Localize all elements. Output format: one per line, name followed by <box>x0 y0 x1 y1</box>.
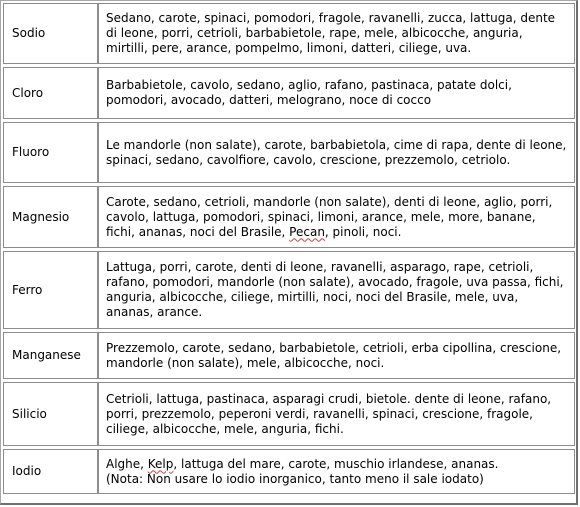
mineral-cell: Silicio <box>3 382 98 446</box>
table-row <box>3 122 575 183</box>
foods-text-end: , pinoli, noci. <box>324 224 402 239</box>
foods-text: Carote, sedano, cetrioli, mandorle (non salate), denti di leone, aglio, porri, cavolo, lattuga, pomodori, spinaci, limoni, arance, mele, more, banane, fichi, ananas, noci del Brasile, <box>106 194 553 239</box>
mineral-cell: Magnesio <box>3 186 98 248</box>
spellcheck-marked-word: Pecan <box>289 224 325 239</box>
table-row <box>3 332 575 379</box>
note-text: (Nota: Non usare lo iodio inorganico, tanto meno il sale iodato) <box>106 471 484 486</box>
spellcheck-marked-word: Kelp <box>147 456 174 471</box>
minerals-table <box>3 3 575 494</box>
mineral-cell: Sodio <box>3 3 98 64</box>
mineral-cell: Iodio <box>3 449 98 494</box>
foods-cell <box>98 449 575 494</box>
mineral-cell: Fluoro <box>3 122 98 183</box>
foods-text: Alghe, <box>106 456 148 471</box>
table-row <box>3 67 575 119</box>
table-row <box>3 251 575 329</box>
foods-cell: Sedano, carote, spinaci, pomodori, fragole, ravanelli, zucca, lattuga, dente di leone, porri, cetrioli, barbabietole, rape, mele, albicocche, anguria, mirtilli, pere, arance, pompelmo, limoni, datteri, ciliege, uva. <box>98 3 575 64</box>
mineral-cell: Ferro <box>3 251 98 329</box>
foods-cell <box>98 186 575 248</box>
foods-cell: Lattuga, porri, carote, denti di leone, ravanelli, asparago, rape, cetrioli, rafano, pomodori, mandorle (non salate), avocado, fragole, uva passa, fichi, anguria, albicocche, ciliege, mirtilli, noci, noci del Brasile, mele, uva, ananas, arance. <box>98 251 575 329</box>
mineral-cell: Cloro <box>3 67 98 119</box>
foods-cell: Prezzemolo, carote, sedano, barbabietole, cetrioli, erba cipollina, crescione, mandorle (non salate), mele, albicocche, noci. <box>98 332 575 379</box>
foods-cell: Barbabietole, cavolo, sedano, aglio, rafano, pastinaca, patate dolci, pomodori, avocado, datteri, melograno, noce di cocco <box>98 67 575 119</box>
table-row <box>3 186 575 248</box>
table-row <box>3 449 575 494</box>
mineral-cell: Manganese <box>3 332 98 379</box>
foods-text-end: , lattuga del mare, carote, muschio irlandese, ananas. <box>173 456 499 471</box>
foods-cell: Le mandorle (non salate), carote, barbabietola, cime di rapa, dente di leone, spinaci, sedano, cavolfiore, cavolo, crescione, prezzemolo, cetriolo. <box>98 122 575 183</box>
table-row <box>3 3 575 64</box>
foods-cell: Cetrioli, lattuga, pastinaca, asparagi crudi, bietole. dente di leone, rafano, porri, prezzemolo, peperoni verdi, ravanelli, spinaci, crescione, fragole, ciliege, albicocche, mele, anguria, fichi. <box>98 382 575 446</box>
table-row <box>3 382 575 446</box>
